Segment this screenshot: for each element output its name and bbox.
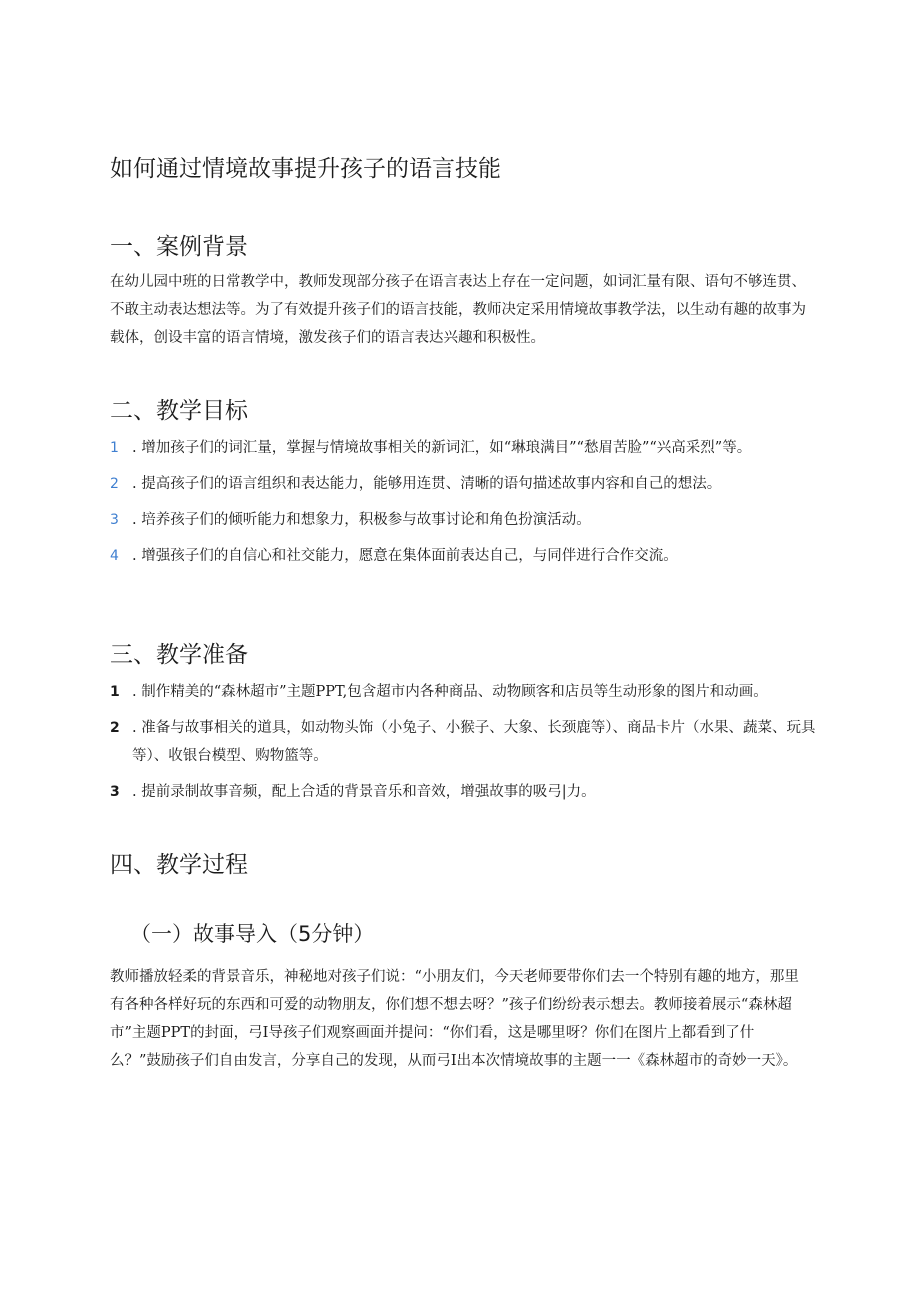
section-heading-background: 一、案例背景 xyxy=(110,234,248,260)
section-heading-process: 四、教学过程 xyxy=(110,852,248,878)
list-number: 1 xyxy=(110,440,119,456)
background-paragraph: 在幼儿园中班的日常教学中，教师发现部分孩子在语言表达上存在一定问题，如词汇量有限、语句不够连贯、不敢主动表达想法等。为了有效提升孩子们的语言技能，教师决定采用情境故事教学法，以生动有趣的故事为载体，创设丰富的语言情境，激发孩子们的语言表达兴趣和积极性。 xyxy=(110,274,806,346)
section-heading-prep: 三、教学准备 xyxy=(110,642,248,668)
list-item-text: . 准备与故事相关的道具，如动物头饰（小兔子、小猴子、大象、长颈鹿等）、商品卡片（水果、蔬菜、玩具等）、收银台模型、购物篮等。 xyxy=(132,720,816,764)
list-item xyxy=(110,778,820,806)
list-item-text: . 制作精美的“森林超市”主题PPT,包含超市内各种商品、动物顾客和店员等生动形象的图片和动画。 xyxy=(132,684,768,700)
list-item xyxy=(110,434,820,462)
list-item-text: . 提前录制故事音频，配上合适的背景音乐和音效，增强故事的吸弓|力。 xyxy=(132,784,596,800)
list-number: 1 xyxy=(110,684,120,700)
list-item-text: . 提高孩子们的语言组织和表达能力，能够用连贯、清晰的语句描述故事内容和自己的想法。 xyxy=(132,476,722,492)
story-intro-paragraph: 教师播放轻柔的背景音乐，神秘地对孩子们说：“小朋友们，今天老师要带你们去一个特别有趣的地方，那里有各种各样好玩的东西和可爱的动物朋友，你们想不想去呀？”孩子们纷纷表示想去。教师接着展示“森林超市”主题PPT的封面，弓I导孩子们观察画面并提问：“你们看，这是哪里呀？你们在图片上都看到了什么？”鼓励孩子们自由发言，分享自己的发现，从而弓I出本次情境故事的主题一一《森林超市的奇妙一天》。 xyxy=(110,969,799,1069)
list-number: 3 xyxy=(110,784,120,800)
list-item xyxy=(110,714,820,770)
page-title: 如何通过情境故事提升孩子的语言技能 xyxy=(110,156,501,182)
subsection-heading-story-intro: （一）故事导入（5分钟） xyxy=(130,922,375,946)
goals-list xyxy=(110,434,820,570)
list-item-text: . 培养孩子们的倾听能力和想象力，积极参与故事讨论和角色扮演活动。 xyxy=(132,512,591,528)
list-number: 2 xyxy=(110,720,120,736)
list-number: 4 xyxy=(110,548,119,564)
list-item xyxy=(110,470,820,498)
list-number: 3 xyxy=(110,512,119,528)
list-item-text: . 增强孩子们的自信心和社交能力，愿意在集体面前表达自己，与同伴进行合作交流。 xyxy=(132,548,678,564)
list-item xyxy=(110,542,820,570)
list-item xyxy=(110,506,820,534)
list-number: 2 xyxy=(110,476,119,492)
prep-list xyxy=(110,678,820,806)
list-item xyxy=(110,678,820,706)
section-heading-goals: 二、教学目标 xyxy=(110,398,248,424)
list-item-text: . 增加孩子们的词汇量，掌握与情境故事相关的新词汇，如“琳琅满目”“愁眉苦脸”“兴高采烈”等。 xyxy=(132,440,752,456)
